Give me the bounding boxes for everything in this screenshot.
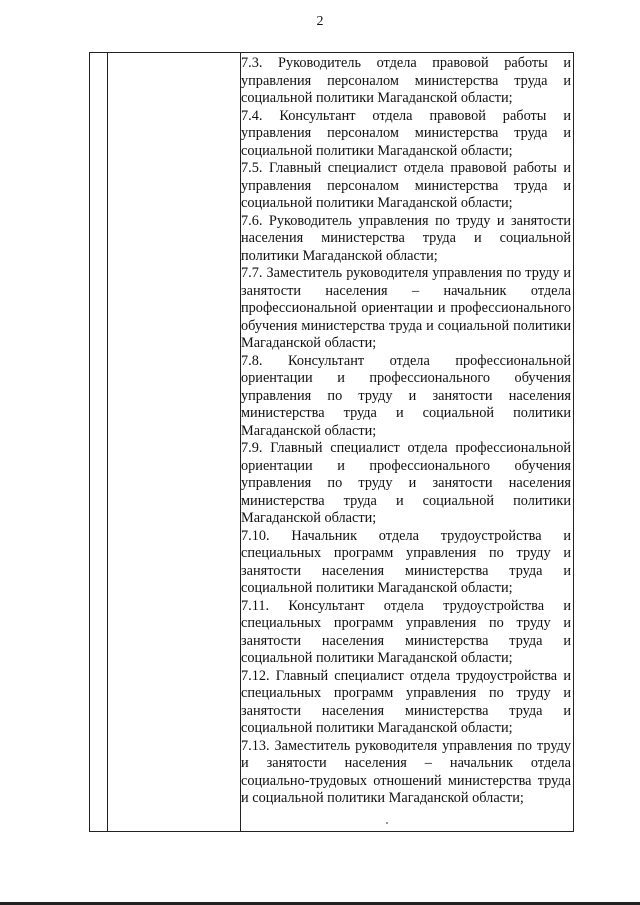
table-column-divider — [107, 53, 108, 831]
page-number: 2 — [316, 14, 324, 29]
list-item: 7.7. Заместитель руководителя управления по труду и занятости населения – начальник отдела профессиональной ориентации и профессионального обучения министерства труда и социальной политики Магаданской области; — [241, 265, 571, 351]
position-list — [241, 55, 571, 808]
list-item: 7.5. Главный специалист отдела правовой работы и управления персоналом министерства труда и социальной политики Магаданской области; — [241, 160, 571, 211]
list-item: 7.12. Главный специалист отдела трудоустройства и специальных программ управления по труду и занятости населения министерства труда и социальной политики Магаданской области; — [241, 667, 571, 736]
list-item: 7.13. Заместитель руководителя управления по труду и занятости населения – начальник отдела социально-трудовых отношений министерства труда и социальной политики Магаданской области; — [241, 737, 571, 806]
scan-speck — [386, 822, 388, 824]
list-item: 7.11. Консультант отдела трудоустройства и специальных программ управления по труду и занятости населения министерства труда и социальной политики Магаданской области; — [241, 597, 571, 666]
list-item: 7.6. Руководитель управления по труду и занятости населения министерства труда и социальной политики Магаданской области; — [241, 212, 571, 264]
list-item: 7.10. Начальник отдела трудоустройства и специальных программ управления по труду и занятости населения министерства труда и социальной политики Магаданской области; — [241, 527, 571, 596]
list-item: 7.8. Консультант отдела профессиональной ориентации и профессионального обучения управления по труду и занятости населения министерства труда и социальной политики Магаданской области; — [241, 352, 571, 439]
list-item: 7.4. Консультант отдела правовой работы и управления персоналом министерства труда и социальной политики Магаданской области; — [241, 107, 571, 159]
list-item: 7.3. Руководитель отдела правовой работы и управления персоналом министерства труда и социальной политики Магаданской области; — [241, 55, 571, 106]
list-item: 7.9. Главный специалист отдела профессиональной ориентации и профессионального обучения управления по труду и занятости населения министерства труда и социальной политики Магаданской области; — [241, 440, 571, 526]
